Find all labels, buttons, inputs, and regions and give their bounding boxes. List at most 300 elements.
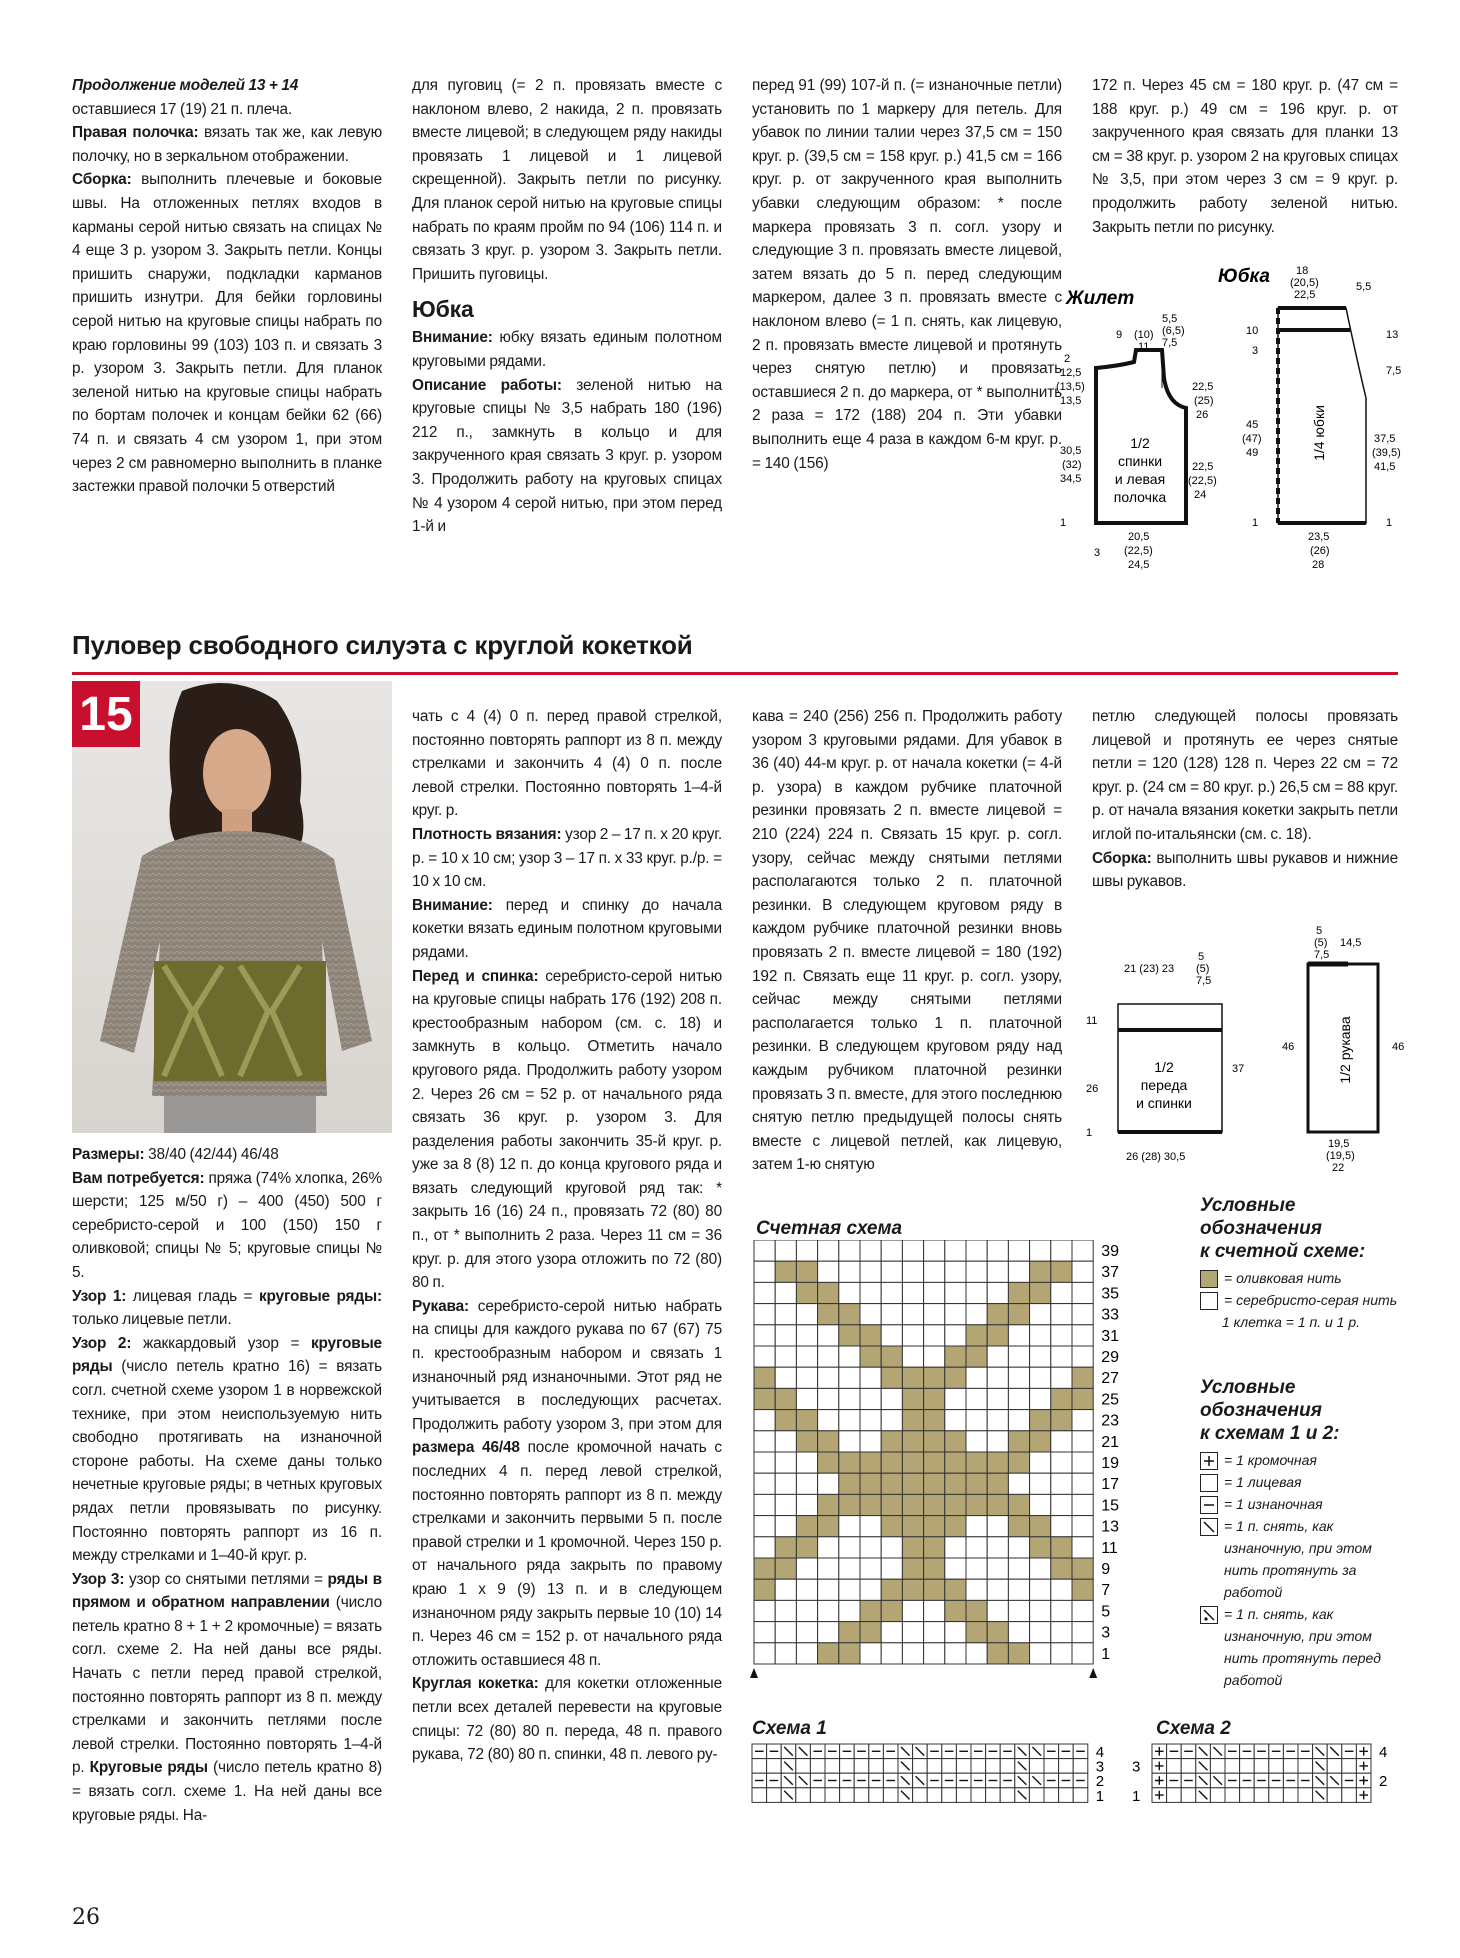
chart-cell [818,1240,839,1261]
svg-text:37,5: 37,5 [1374,433,1396,445]
chart-cell [1030,1346,1051,1367]
chart-cell [796,1579,817,1600]
scheme-cell [1181,1788,1196,1803]
svg-text:22,5: 22,5 [1192,381,1214,393]
svg-text:(6,5): (6,5) [1162,325,1185,337]
chart-cell [924,1282,945,1303]
chart-cell [924,1473,945,1494]
chart-cell [860,1431,881,1452]
chart-cell [881,1537,902,1558]
chart-cell [754,1600,775,1621]
chart-cell [754,1452,775,1473]
chart-cell [775,1367,796,1388]
svg-text:41,5: 41,5 [1374,461,1396,473]
svg-text:20,5: 20,5 [1128,531,1150,543]
chart-cell [987,1579,1008,1600]
chart-cell [945,1473,966,1494]
chart-cell [775,1643,796,1664]
scheme-cell [1000,1759,1015,1774]
chart-cell [1051,1558,1072,1579]
chart-row-label: 33 [1101,1306,1119,1324]
chart-cell [902,1537,923,1558]
chart-cell [1008,1494,1029,1515]
svg-text:(39,5): (39,5) [1372,447,1401,459]
chart-cell [860,1304,881,1325]
svg-text:19,5: 19,5 [1328,1138,1350,1150]
chart-cell [775,1388,796,1409]
chart-cell [1008,1579,1029,1600]
chart-cell [987,1346,1008,1367]
chart-cell [1072,1558,1093,1579]
repeat-arrow-right [1089,1668,1097,1678]
chart-row-label: 29 [1101,1349,1119,1366]
chart-cell [1051,1473,1072,1494]
chart-cell [945,1516,966,1537]
chart-cell [754,1240,775,1261]
model-col-3: кава = 240 (256) 256 п. Продолжить работу узором 3 круговыми рядами. Для убавок в 36 (40) 44-м круг. р. от начала кокетки (= 4-й р. узора) в каждом рубчике платочной резинки провязать 2 п. вместе лицевой = 210 (224) 224 п. Связать 15 круг. р. согл. узору, сейчас между снятыми петлями располагаются только 2 п. платочной резинки. В следующем круговом ряду в каждом рубчике платочной резинки вновь провязать 2 п. вместе лицевой = 180 (192) 192 п. Связать еще 11 круг. р. согл. узору, сейчас между снятыми петлями располагается только 1 п. платочной резинки. В следующем круговом ряду над каждым рубчиком платочной резинки провязать 3 п. вместе, для этого последнюю снятую петлю предыдущей полосы снять вместе с лицевой петлей, как лицевую, затем 1-ю снятую [752,708,1062,1174]
scheme-cell [1000,1788,1015,1803]
chart-cell [1072,1643,1093,1664]
chart-cell [1030,1622,1051,1643]
chart-cell [860,1261,881,1282]
chart-cell [902,1346,923,1367]
chart-cell [987,1516,1008,1537]
svg-text:28: 28 [1312,559,1325,571]
scheme-row-label: 4 [1095,1744,1105,1761]
svg-text:7,5: 7,5 [1386,365,1402,377]
model-title: Пуловер свободного силуэта с круглой кокеткой [72,630,693,660]
chart-cell [966,1410,987,1431]
chart-row-label: 13 [1101,1518,1119,1536]
chart-cell [924,1325,945,1346]
chart-cell [902,1261,923,1282]
chart-cell [966,1516,987,1537]
svg-text:1: 1 [1386,517,1393,529]
chart-cell [945,1367,966,1388]
scheme-cell [1044,1759,1059,1774]
scheme-row-label: 3 [1095,1758,1105,1776]
chart-cell [1008,1282,1029,1303]
scheme-cell [986,1759,1001,1774]
scheme-cell [971,1788,986,1803]
chart-cell [1051,1410,1072,1431]
scheme-cell [1073,1759,1088,1774]
knit-stitch-icon [1200,1474,1218,1492]
legend-schemes: Условные обозначения к схемам 1 и 2: = 1 кромочная = 1 лицевая = 1 изнаночная = 1 п. снять, как изнаночную, при этом нить протянуть за работой = 1 п. снять, как изнаночную, при этом нить протянуть перед работой [1200,1377,1381,1688]
chart-cell [1008,1346,1029,1367]
count-chart-title: Счетная схема [756,1218,903,1239]
scheme-cell [927,1788,942,1803]
chart-cell [881,1261,902,1282]
chart-cell [1051,1304,1072,1325]
chart-cell [902,1410,923,1431]
svg-text:26 (28) 30,5: 26 (28) 30,5 [1126,1151,1186,1163]
chart-cell [818,1346,839,1367]
chart-row-label: 39 [1101,1243,1119,1260]
chart-cell [1051,1579,1072,1600]
legend-count-chart: Условные обозначения к счетной схеме: = оливковая нить = серебристо-серая нить 1 клетка = 1 п. и 1 р. [1200,1195,1398,1330]
chart-cell [754,1558,775,1579]
chart-row-label: 21 [1101,1433,1119,1451]
chart-cell [1030,1473,1051,1494]
chart-cell [818,1261,839,1282]
slip-front-icon [1200,1606,1218,1624]
chart-cell [1030,1579,1051,1600]
scheme-cell [942,1788,957,1803]
scheme-cell [1225,1759,1240,1774]
chart-cell [987,1473,1008,1494]
chart-cell [860,1388,881,1409]
chart-cell [796,1304,817,1325]
chart-cell [987,1410,1008,1431]
vest-title: Жилет [1066,288,1135,309]
chart-cell [902,1579,923,1600]
chart-cell [1008,1558,1029,1579]
chart-cell [860,1473,881,1494]
chart-cell [1051,1388,1072,1409]
scheme-cell [1059,1788,1074,1803]
chart-cell [966,1240,987,1261]
chart-cell [860,1643,881,1664]
chart-cell [775,1240,796,1261]
chart-row-label: 23 [1101,1412,1119,1430]
chart-cell [881,1410,902,1431]
scheme-cell [767,1788,782,1803]
svg-text:(22,5): (22,5) [1124,545,1153,557]
chart-cell [818,1558,839,1579]
scheme-row-label: 1 [1132,1787,1141,1805]
scheme-cell [1029,1759,1044,1774]
scheme-cell [840,1759,855,1774]
chart-cell [796,1388,817,1409]
chart-row-label: 37 [1101,1264,1119,1282]
chart-cell [945,1346,966,1367]
chart-cell [796,1494,817,1515]
scheme-row-label: 3 [1132,1758,1141,1776]
chart-cell [924,1240,945,1261]
chart-cell [796,1367,817,1388]
chart-cell [987,1537,1008,1558]
svg-text:3: 3 [1094,547,1101,559]
scheme-cell [1342,1759,1357,1774]
chart-cell [1072,1367,1093,1388]
svg-text:23,5: 23,5 [1308,531,1330,543]
svg-text:1/2: 1/2 [1154,1059,1174,1075]
scheme-cell [1044,1788,1059,1803]
chart-cell [902,1516,923,1537]
scheme-cell [869,1788,884,1803]
chart-cell [1072,1240,1093,1261]
chart-cell [1008,1473,1029,1494]
chart-cell [839,1304,860,1325]
chart-cell [966,1494,987,1515]
chart-cell [754,1494,775,1515]
scheme-2 [1126,1740,1426,1826]
chart-cell [1008,1600,1029,1621]
scheme-cell [1059,1759,1074,1774]
chart-cell [987,1600,1008,1621]
chart-cell [924,1346,945,1367]
chart-cell [775,1410,796,1431]
scheme-1 [748,1740,1128,1826]
svg-text:(5): (5) [1196,963,1210,975]
chart-cell [1051,1261,1072,1282]
chart-cell [839,1452,860,1473]
svg-text:49: 49 [1246,447,1259,459]
chart-row-label: 27 [1101,1370,1119,1388]
scheme-cell [1298,1759,1313,1774]
chart-cell [839,1410,860,1431]
chart-cell [1072,1346,1093,1367]
svg-text:24,5: 24,5 [1128,559,1150,571]
chart-cell [775,1452,796,1473]
chart-cell [902,1431,923,1452]
svg-text:(25): (25) [1194,395,1214,407]
chart-cell [775,1304,796,1325]
chart-cell [966,1579,987,1600]
chart-cell [839,1516,860,1537]
scheme-cell [883,1759,898,1774]
scheme-row-label: 4 [1379,1744,1388,1761]
chart-cell [1008,1240,1029,1261]
scheme-cell [1210,1788,1225,1803]
svg-text:(13,5): (13,5) [1056,381,1085,393]
chart-cell [775,1473,796,1494]
scheme-cell [854,1759,869,1774]
model-photo-illustration [72,681,392,1133]
chart-cell [754,1282,775,1303]
chart-cell [796,1261,817,1282]
chart-cell [1072,1579,1093,1600]
chart-cell [796,1240,817,1261]
chart-cell [1030,1261,1051,1282]
scheme-cell [810,1788,825,1803]
chart-cell [1051,1600,1072,1621]
svg-text:24: 24 [1194,489,1207,501]
scheme-cell [1240,1759,1255,1774]
svg-text:18: 18 [1296,265,1309,277]
chart-cell [860,1410,881,1431]
chart-cell [754,1388,775,1409]
chart-cell [796,1282,817,1303]
scheme-cell [1240,1788,1255,1803]
scheme-cell [971,1759,986,1774]
chart-cell [1030,1516,1051,1537]
chart-cell [1051,1282,1072,1303]
chart-cell [924,1431,945,1452]
chart-cell [966,1600,987,1621]
chart-cell [860,1346,881,1367]
svg-text:26: 26 [1086,1083,1099,1095]
chart-cell [818,1431,839,1452]
chart-cell [1051,1240,1072,1261]
chart-cell [945,1600,966,1621]
chart-cell [775,1431,796,1452]
chart-cell [987,1367,1008,1388]
scheme-row-label: 1 [1095,1787,1105,1805]
chart-cell [902,1558,923,1579]
top-col-1: Продолжение моделей 13 + 14 оставшиеся 17 (19) 21 п. плеча. Правая полочка: вязать так же, как левую полочку, но в зеркальном отображении. Сборка: выполнить плечевые и боковые швы. На отложенных петлях входов в карманы серой нитью связать на спицах № 4 еще 3 р. узором 3. Закрыть петли. Концы пришить снаружи, подкладки карманов пришить изнутри. Для бейки горловины серой нитью на круговые спицы набрать по краю горловины 99 (103) 103 п. и связать 3 р. узором 3. Закрыть петли. Для планок зеленой нитью на круговые спицы набрать по бортам полочек и концам бейки 62 (66) 74 п. и связать 4 см узором 1, при этом через 2 см равномерно выполнить в планке застежки правой полочки 5 отверстий [72,77,382,496]
chart-cell [945,1643,966,1664]
chart-cell [796,1325,817,1346]
svg-text:46: 46 [1392,1041,1405,1053]
chart-cell [924,1452,945,1473]
chart-cell [945,1410,966,1431]
chart-cell [1008,1537,1029,1558]
scheme-cell [1181,1759,1196,1774]
chart-cell [754,1579,775,1600]
chart-cell [754,1473,775,1494]
scheme-cell [1225,1788,1240,1803]
scheme-cell [840,1788,855,1803]
chart-cell [860,1537,881,1558]
chart-cell [1051,1622,1072,1643]
scheme-cell [913,1759,928,1774]
chart-cell [1008,1304,1029,1325]
chart-cell [860,1494,881,1515]
chart-cell [775,1325,796,1346]
chart-cell [945,1537,966,1558]
chart-row-label: 1 [1101,1645,1111,1663]
chart-cell [881,1325,902,1346]
chart-cell [945,1431,966,1452]
chart-cell [860,1367,881,1388]
chart-cell [966,1304,987,1325]
chart-cell [1030,1558,1051,1579]
svg-text:7,5: 7,5 [1314,949,1330,961]
chart-cell [987,1452,1008,1473]
chart-cell [775,1346,796,1367]
svg-text:11: 11 [1138,341,1150,353]
scheme-cell [767,1759,782,1774]
chart-cell [839,1388,860,1409]
chart-cell [881,1473,902,1494]
chart-cell [1030,1304,1051,1325]
svg-text:7,5: 7,5 [1196,975,1212,987]
chart-cell [1051,1367,1072,1388]
chart-cell [1030,1282,1051,1303]
chart-cell [796,1600,817,1621]
chart-cell [924,1537,945,1558]
chart-cell [902,1622,923,1643]
chart-cell [987,1431,1008,1452]
chart-cell [924,1579,945,1600]
svg-text:12,5: 12,5 [1060,367,1082,379]
svg-text:5: 5 [1198,951,1205,963]
scheme-cell [854,1788,869,1803]
svg-text:30,5: 30,5 [1060,445,1082,457]
chart-cell [839,1643,860,1664]
top-col-3: перед 91 (99) 107-й п. (= изнаночные петли) установить по 1 маркеру для петель. Для убавок по линии талии через 37,5 см = 150 круг. р. (39,5 см = 158 круг. р.) 41,5 см = 166 круг. р. от закрученного края выполнить убавки следующим образом: * после маркера провязать 3 п. согл. узору и следующие 3 п. провязать вместе лицевой, затем вязать до 5 п. перед следующим маркером, далее 3 п. провязать вместе с наклоном влево (= 1 п. снять, как лицевую, 2 п. провязать вместе лицевой и протянуть через снятую петлю) и провязать оставшиеся 2 п. до маркера, от * выполнить 2 раза = 172 (188) 204 п. Эти убавки выполнить еще 4 раза в каждом 6-м круг. р. = 140 (156) [752,77,1062,472]
svg-text:(26): (26) [1310,545,1330,557]
scheme-cell [1210,1759,1225,1774]
chart-cell [796,1537,817,1558]
chart-cell [860,1622,881,1643]
svg-text:45: 45 [1246,419,1259,431]
skirt-title: Юбка [1218,266,1270,287]
scheme-cell [1298,1788,1313,1803]
chart-cell [1030,1643,1051,1664]
chart-cell [1072,1388,1093,1409]
chart-cell [945,1240,966,1261]
chart-cell [796,1410,817,1431]
chart-cell [796,1452,817,1473]
chart-cell [987,1240,1008,1261]
chart-cell [945,1261,966,1282]
chart-cell [924,1261,945,1282]
chart-cell [881,1558,902,1579]
chart-cell [1008,1622,1029,1643]
scheme-cell [752,1788,767,1803]
chart-cell [987,1261,1008,1282]
chart-cell [902,1367,923,1388]
chart-cell [754,1325,775,1346]
chart-row-label: 11 [1101,1539,1118,1557]
chart-cell [775,1516,796,1537]
chart-cell [881,1240,902,1261]
svg-text:1: 1 [1060,517,1067,529]
chart-cell [902,1388,923,1409]
svg-text:(20,5): (20,5) [1290,277,1319,289]
chart-cell [881,1600,902,1621]
chart-cell [945,1622,966,1643]
chart-cell [818,1325,839,1346]
scheme-cell [927,1759,942,1774]
chart-cell [1008,1452,1029,1473]
chart-cell [818,1600,839,1621]
chart-cell [966,1452,987,1473]
chart-cell [818,1622,839,1643]
chart-cell [775,1261,796,1282]
chart-row-label: 19 [1101,1455,1119,1472]
chart-cell [1030,1537,1051,1558]
chart-cell [1072,1537,1093,1558]
scheme-row-label: 2 [1095,1773,1105,1791]
chart-cell [966,1261,987,1282]
chart-cell [881,1431,902,1452]
chart-cell [1008,1410,1029,1431]
vest-skirt-schematic [1056,258,1416,578]
chart-cell [987,1304,1008,1325]
scheme-1-title: Схема 1 [752,1718,827,1739]
chart-row-label: 7 [1101,1582,1111,1600]
chart-cell [881,1516,902,1537]
chart-cell [1030,1240,1051,1261]
scheme-cell [1283,1759,1298,1774]
scheme-cell [1269,1759,1284,1774]
svg-text:3: 3 [1252,345,1259,357]
chart-cell [796,1622,817,1643]
chart-cell [881,1643,902,1664]
scheme-cell [1283,1788,1298,1803]
chart-cell [1051,1346,1072,1367]
chart-cell [924,1558,945,1579]
model-number-badge: 15 [72,681,140,747]
scheme-cell [825,1788,840,1803]
chart-cell [1072,1431,1093,1452]
chart-cell [775,1494,796,1515]
scheme-cell [942,1759,957,1774]
chart-cell [754,1622,775,1643]
scheme-cell [1327,1788,1342,1803]
chart-cell [860,1452,881,1473]
chart-cell [860,1579,881,1600]
chart-cell [775,1622,796,1643]
scheme-cell [1029,1788,1044,1803]
chart-cell [1051,1431,1072,1452]
chart-cell [754,1516,775,1537]
chart-cell [966,1388,987,1409]
